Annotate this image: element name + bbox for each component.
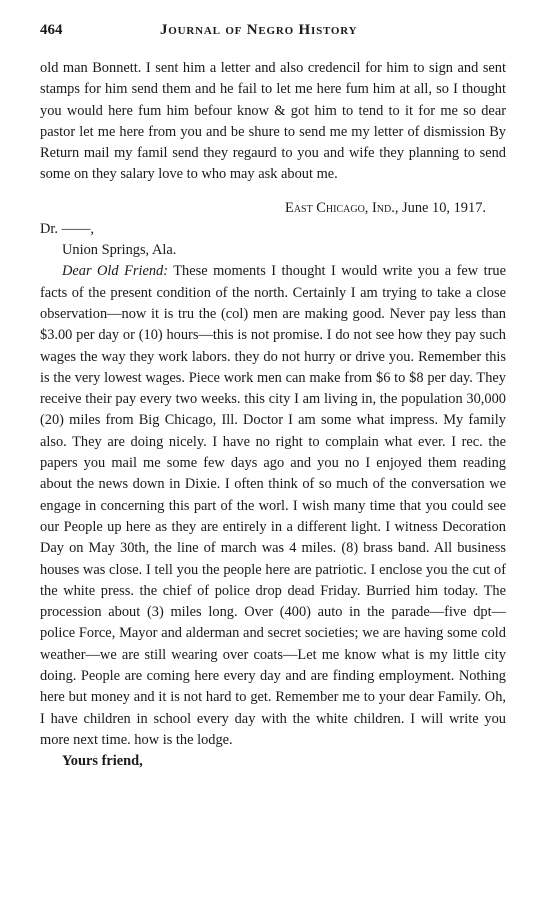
second-letter-body: [40, 261, 506, 751]
page-number: 464: [40, 22, 63, 38]
dateline: [40, 200, 506, 217]
closing: Yours friend,: [62, 753, 143, 770]
dateline-date: June 10, 1917.: [402, 199, 486, 216]
running-head: Journal of Negro History: [160, 22, 358, 38]
first-letter-paragraph: old man Bonnett. I sent him a letter and also credencil for him to sign and sent stamps for him send them and he fail to let me here fum him at all, so I thought you would here fum him befour know & got him to tend to it for me so dear pastor let me here from you and be shure to send me my letter of dismission By Return mail my famil send they regaurd to you and wife they planning to send some on they salary love to who may ask about me.: [40, 60, 506, 183]
letter-paragraph: [40, 261, 506, 751]
page-header: [40, 22, 506, 44]
dateline-place: East Chicago, Ind.,: [285, 199, 399, 216]
letter-body-text: These moments I thought I would write you a few true facts of the present condition of the north. Certainly I am trying to take a close observation—now it is tru the (col) men are making good. Never pay less than $3.00 per day or (10) hours—this is not promise. I do not see how they pay such wages the way they work labors. they do not hurry or drive you. Remember this is the very lowest wages. Piece work men can make from $6 to $8 per day. They receive their pay every two weeks. this city I am living in, the population 30,000 (20) miles from Big Chicago, Ill. Doctor I am some what impress. My family also. They are doing nicely. I have no right to complain what ever. I rec. the papers you mail me some few days ago and you no I enjoyed them reading about the news down in Dixie. I often think of so much of the conversation we engage in concerning this part of the worl. I wish many time that you could see our People up here as they are entirely in a different light. I witness Decoration Day on May 30th, the line of march was 4 miles. (8) brass band. All business houses was close. I tell you the people here are patriotic. I enclose you the cut of the white press. the chief of police drop dead Friday. Burried him today. The procession about (3) miles long. Over (400) auto in the parade—five dpt—police Force, Mayor and alderman and secret societies; we are having some cold weather—we are still wearing over coats—Let me know what is my little city doing. People are coming here every day and are finding employment. Nothing here but money and it is not hard to get. Remember me to your dear Family. Oh, I have children in school every day with the white children. I will write you more next time. how is the lodge.: [40, 263, 506, 748]
first-letter-continuation: [40, 58, 506, 186]
addressee: Dr. ——,: [40, 220, 94, 237]
address: Union Springs, Ala.: [62, 242, 177, 259]
salutation: Dear Old Friend:: [62, 263, 169, 280]
